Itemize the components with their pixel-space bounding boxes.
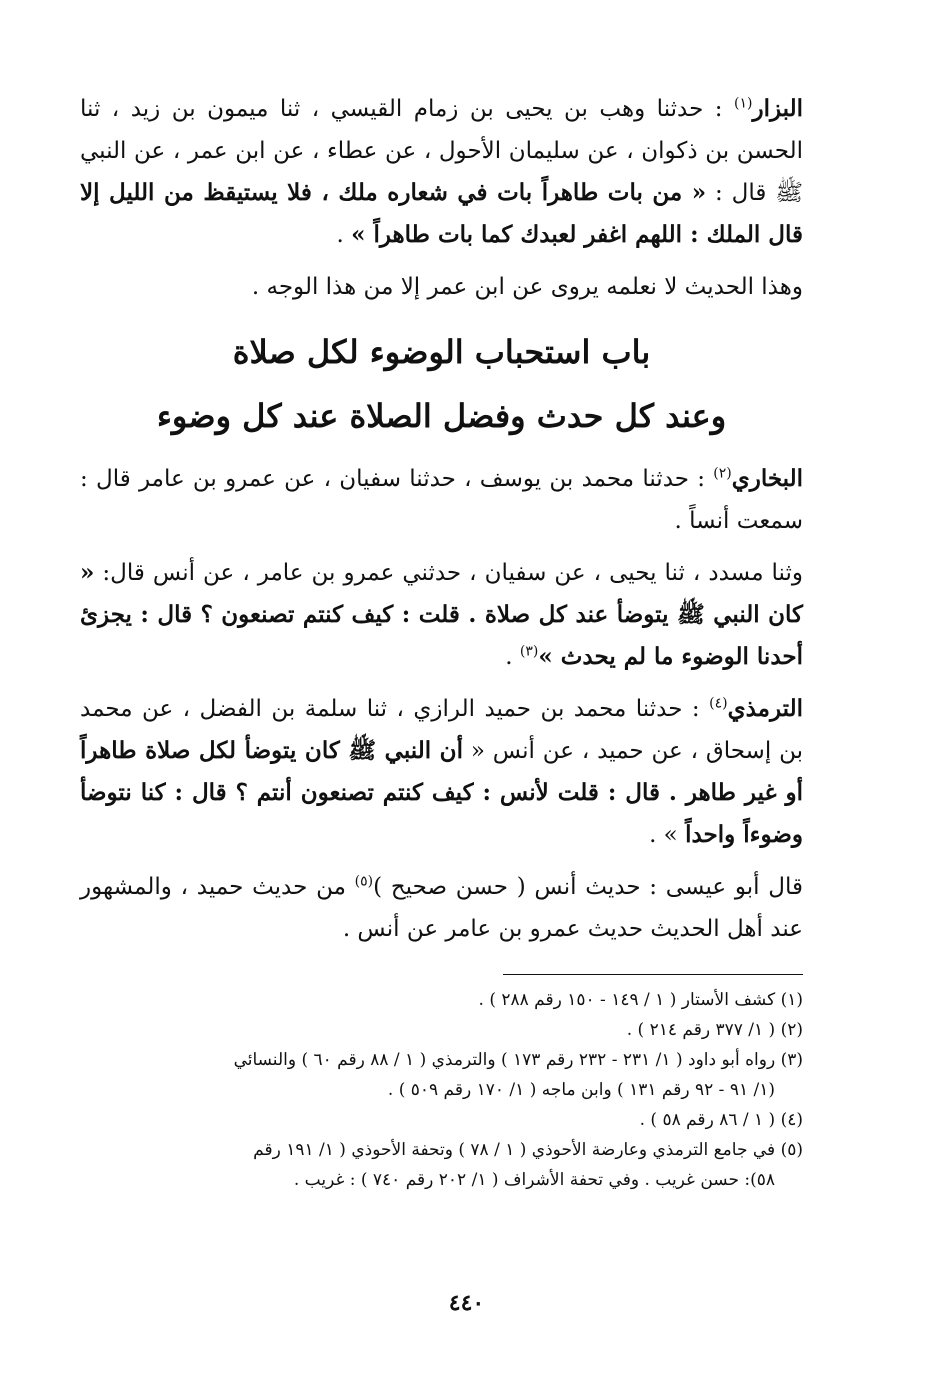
hadith-text: أن النبي ﷺ كان يتوضأ لكل صلاة طاهراً أو غير طاهر . قال : قلت لأنس : كيف كنتم تصنعون أنتم ؟ قال : كنا نتوضأ وضوءاً واحداً: [80, 737, 803, 848]
heading-line-1: باب استحباب الوضوء لكل صلاة: [232, 333, 651, 371]
paragraph-tirmidhi: [80, 688, 803, 856]
isnad-text: : حدثنا وهب بن يحيى بن زمام القيسي ، ثنا ميمون بن زيد ، ثنا الحسن بن ذكوان ، عن سليمان الأحول ، عن عطاء ، عن ابن عمر ، عن النبي ﷺ قال :: [80, 96, 803, 206]
end-text: » .: [649, 822, 686, 848]
footnote-ref[interactable]: (٥): [354, 873, 374, 890]
narrator-name: البخاري: [731, 465, 804, 492]
narrator-name: البزار: [752, 95, 803, 122]
comment-text-end: من حديث حميد ، والمشهور عند أهل الحديث حديث عمرو بن عامر عن أنس .: [80, 874, 803, 942]
footnote-5: [80, 1135, 803, 1195]
paragraph-bukhari: [80, 458, 803, 542]
isnad-text: وثنا مسدد ، ثنا يحيى ، عن سفيان ، حدثني عمرو بن عامر ، عن أنس قال:: [94, 560, 803, 586]
hadith-text: « من بات طاهراً بات في شعاره ملك ، فلا يستيقظ من الليل إلا قال الملك : اللهم اغفر لعبدك كما بات طاهراً »: [80, 179, 803, 248]
footnote-5-line-2: ٥٨): حسن غريب . وفي تحفة الأشراف ( ١/ ٢٠٢ رقم ٧٤٠ ) : غريب .: [293, 1170, 775, 1190]
isnad-text: : حدثنا محمد بن يوسف ، حدثنا سفيان ، عن عمرو بن عامر قال : سمعت أنساً .: [80, 466, 803, 534]
footnote-4: (٤) ( ١ / ٨٦ رقم ٥٨ ) .: [639, 1110, 803, 1130]
footnote-1: (١) كشف الأستار ( ١ / ١٤٩ - ١٥٠ رقم ٢٨٨ ) .: [478, 990, 803, 1010]
footnote-ref[interactable]: (٤): [709, 695, 728, 712]
hadith-text: « كان النبي ﷺ يتوضأ عند كل صلاة . قلت : كيف كنتم تصنعون ؟ قال : يجزئ أحدنا الوضوء ما لم يحدث »: [80, 559, 803, 670]
isnad-text: : حدثنا محمد بن حميد الرازي ، ثنا سلمة بن الفضل ، عن محمد بن إسحاق ، عن حميد ، عن أنس «: [80, 696, 803, 764]
footnote-separator: [503, 974, 803, 975]
heading-line-2: وعند كل حدث وفضل الصلاة عند كل وضوء: [156, 397, 727, 435]
paragraph-bazzar: [80, 88, 803, 256]
comment-text: قال أبو عيسى : حديث أنس ( حسن صحيح ): [373, 874, 803, 900]
footnote-ref[interactable]: (١): [734, 95, 753, 112]
footnote-3-line-1: (٣) رواه أبو داود ( ١/ ٢٣١ - ٢٣٢ رقم ١٧٣ ) والترمذي ( ١ / ٨٨ رقم ٦٠ ) والنسائي: [233, 1050, 803, 1070]
chapter-heading: [80, 320, 803, 448]
footnote-ref[interactable]: (٢): [713, 465, 732, 482]
paragraph-musaddad: [80, 552, 803, 678]
end-text: .: [336, 222, 352, 248]
page-number: ٤٤٠: [448, 1290, 485, 1316]
footnote-5-line-1: (٥) في جامع الترمذي وعارضة الأحوذي ( ١ / ٧٨ ) وتحفة الأحوذي ( ١/ ١٩١ رقم: [253, 1140, 803, 1160]
end-text: .: [505, 644, 520, 670]
footnotes: [80, 985, 803, 1195]
narrator-name: الترمذي: [727, 695, 804, 722]
footnote-3-line-2: (١/ ٩١ - ٩٢ رقم ١٣١ ) وابن ماجه ( ١/ ١٧٠ رقم ٥٠٩ ) .: [387, 1080, 775, 1100]
footnote-3: [80, 1045, 803, 1105]
paragraph-abu-isa: [80, 866, 803, 950]
footnote-ref[interactable]: (٣): [519, 643, 539, 660]
footnote-2: (٢) ( ١/ ٣٧٧ رقم ٢١٤ ) .: [626, 1020, 803, 1040]
paragraph-comment: وهذا الحديث لا نعلمه يروى عن ابن عمر إلا من هذا الوجه .: [251, 274, 803, 300]
